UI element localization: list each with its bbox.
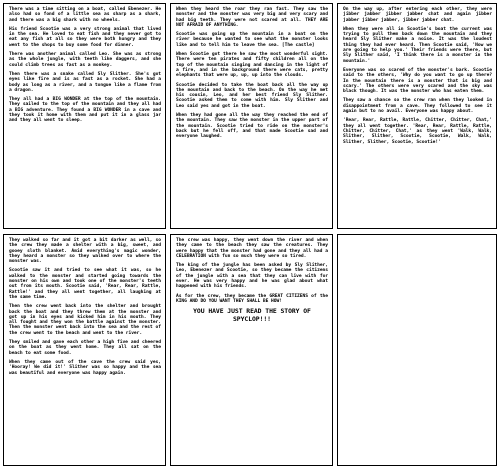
panel-3-paragraph: 'Rear, Rear, Rattle, Rattle, Chitter, Chitter, Chat,' they all went together. 'Rear, Rear, Rattle, Rattle, Chitter, Chitter, Chat,' as they went 'Walk, Walk, Slither, Slither, Scootie, Scootie, Walk, Walk, Slither, Slither, Scootie, Scootie!' [343, 118, 492, 145]
panel-3-paragraph: Everyone was so scared of the monster's bark. Scootie said to the others, 'Why do you want to go up there? In the mountain there is a monster that is big and scary.' The others were very scared and the sky was black though. It was the monster who has eaten them. [343, 67, 492, 95]
panel-1-paragraph: They all had a BIG WONDER at the top of the mountain. They sailed to the top of the mountain and they all had a BIG adventure. They found a BIG WONDER in a cave and they took it home with them and put it in a glass jar and they all went to sleep. [9, 97, 161, 124]
panel-2-paragraph: When they had gone all the way they reached the end of the mountain. They saw the monster in the upper part of the mountain. Scootie tried to ride on the monster's back but he fell off, and that made Scootie sad and everyone laughed. [176, 113, 328, 140]
panel-2-paragraph: When Scootie got there he saw the most wonderful sight. There were ten pirates and fifty children all on the top of the mountain singing and dancing in the light of a fire, and in the background there were cats, pretty elephants that were up, up, up into the clouds. [176, 52, 328, 79]
panel-4-paragraph: They walked so far and it got a bit darker as well, so the crew they made a shelter with a big, sweet, and gooey sloth blanket. Amid everything's magic wonder, they heard a monster so they walked over to where the monster was. [9, 238, 161, 265]
panel-5-paragraph: As for the crew, they became the GREAT CITIZENS of the KING AND DO YOU WANT THEY SHALL BE HOW! [176, 293, 328, 304]
panel-3-paragraph: When they were all in Scootie's boat the current was trying to pull them back down the mountain and they heard Sly Slither make a noise. It was the loudest thing they had ever heard. Then Scootie said, 'Now we are going to help you.' Their friends were there, but Sly Slither said, 'I think there is a monster in the mountain.' [343, 26, 492, 64]
story-panel-6-empty [337, 234, 497, 466]
panel-2-paragraph: When they heard the roar they ran fast. They saw the monster and the monster was very big and very scary and had big teeth. They were not scared at all. THEY ARE NOT AFRAID OF ANYTHING. [176, 7, 328, 28]
panel-4-paragraph: Scootie saw it and tried to see what it was, so he walked to the monster and started going towards the monster on his own and took one of the monster's teeth out from its mouth. Scootie said, 'Rear, Rear, Rattle, Rattle!' and they all went together, all laughing at the same time. [9, 268, 161, 300]
story-panel-3 [337, 3, 497, 229]
panel-4-paragraph: Then the crew went back into the shelter and brought back the boat and they threw them at the monster and got up in his eyes and kicked him in his mouth. They all fought and they won the battle against the monster. Then the monster went back into the sea and the rest of the crew went to the beach and went to the river. [9, 304, 161, 336]
panel-2-paragraph: Scootie decided to take the boat back all the way up the mountain and back to the beach. On the way he met his cousin, Leo, and her best friend Sly Slither. Scootie asked them to come with him. Sly Slither and Leo said yes and got in the boat. [176, 82, 328, 109]
panel-3-paragraph: They saw a chance so the crew ran when they looked in disappointment from a cave. They followed to see it again but to no avail. Everyone was happy about. [343, 98, 492, 115]
panel-1-paragraph: His friend Scootie was a very strong animal that lived in the sea. He loved to eat fish and they never got to eat any fish at all so they were both hungry and they went to the shops to buy some food for dinner. [9, 26, 161, 48]
story-closing-line: YOU HAVE JUST READ THE STORY OF SPYCLOP!!! [193, 307, 311, 323]
panel-5-paragraph: The king of the jungle has been asked by Sly Slither, Leo, Ebenezer and Scootie, so they became the citizens of the jungle with a sea that they can live with for ever. He was very happy and he was glad about what happened with his friends. [176, 263, 328, 290]
panel-1-paragraph: Then there was a snake called Sly Slither. She's got eyes like fire and is as fast as a rocket. She had a body as long as a river, and a tongue like a flame from a dragon. [9, 71, 161, 93]
story-panel-2 [170, 3, 333, 229]
story-panel-1 [3, 3, 166, 229]
story-panel-5 [170, 234, 333, 466]
panel-2-paragraph: Scootie was going up the mountain in a boat on the river because he wanted to see what the monster looks like and to tell him to leave the sea. [The castle] [176, 32, 328, 48]
panel-1-paragraph: There was another animal called Leo. She was as strong as the whole jungle, with teeth like daggers, and she could climb trees as fast as a monkey. [9, 52, 161, 68]
panel-5-paragraph: The crew was happy, they went down the river and when they came to the beach they saw the creatures. They were happy that the monster had gone and they all had a CELEBRATION with fun so much they were so tired. [176, 238, 328, 259]
story-panel-4 [3, 234, 166, 466]
panel-4-paragraph: When they came out of the cave the crew said yes, 'Hooray! We did it!' Slither was so happy and the sea was beautiful and everyone was happy again. [9, 359, 161, 376]
panel-3-paragraph: On the way up, after entering each other, they were jibber jabber jibber jabber chat and again jibber jabber jibber jabber, jibber jabber chat. [343, 7, 492, 23]
panel-4-paragraph: They smiled and gave each other a high five and cheered on the boat as they went home. They all sat on the beach to eat some food. [9, 340, 161, 356]
panel-1-paragraph: There was a time sitting on a boat, called Ebenezer. He also had so fond of a little sea as sharp as a shark, and there was a big shark with no wheels. [9, 7, 161, 23]
